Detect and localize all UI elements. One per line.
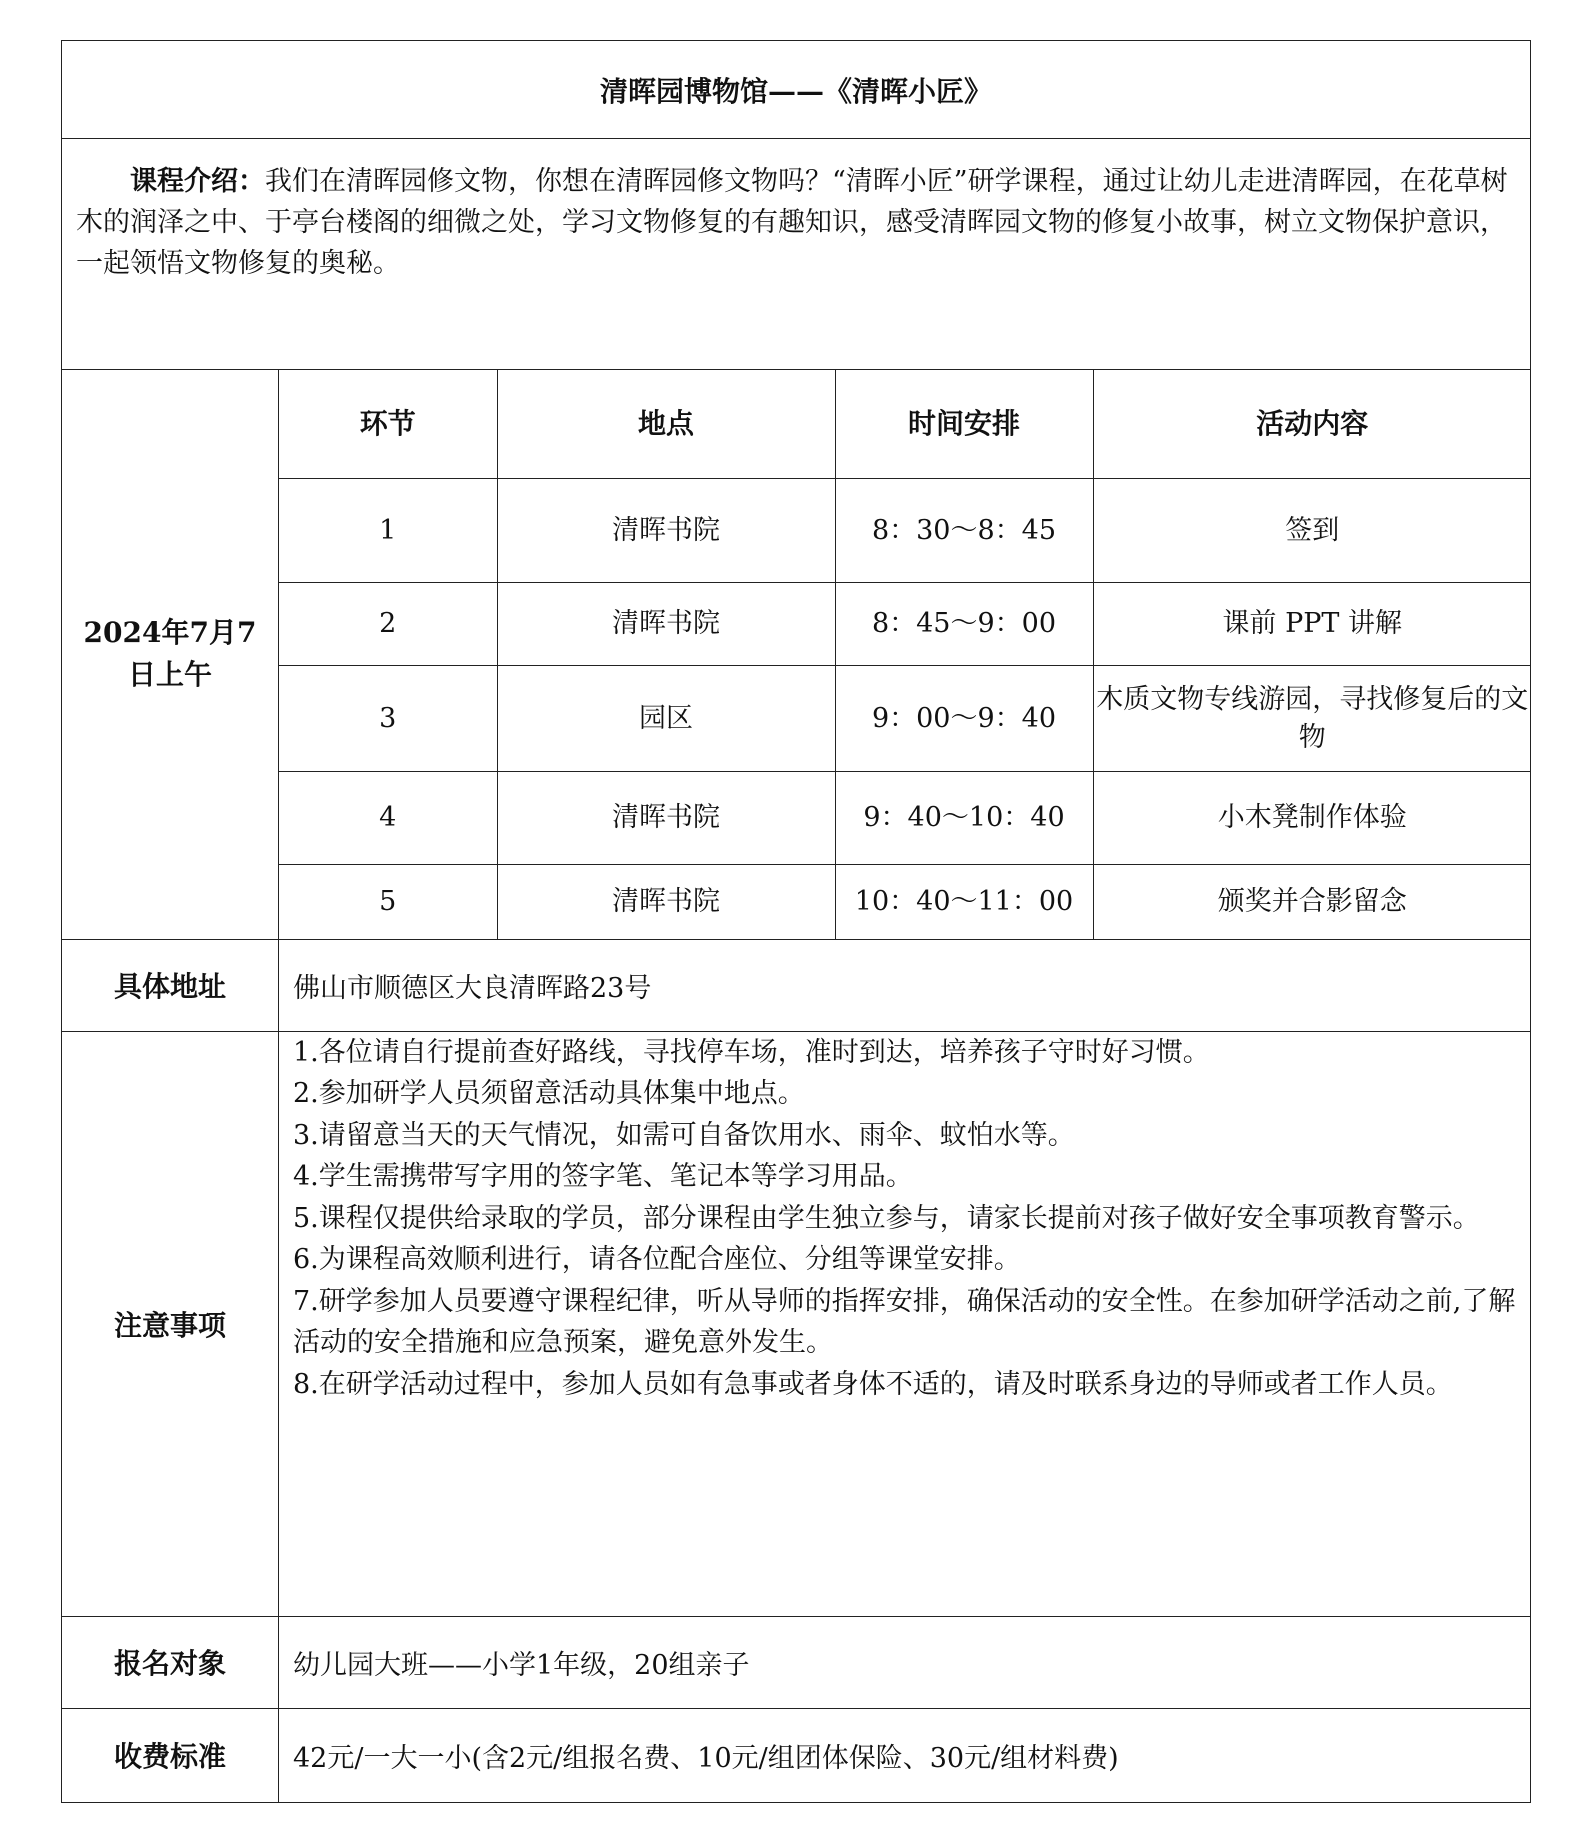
row-place: 清晖书院 <box>497 865 835 939</box>
header-activity: 活动内容 <box>1093 370 1531 479</box>
row-place: 园区 <box>497 666 835 772</box>
intro-label: 课程介绍： <box>130 166 265 197</box>
schedule-table <box>279 370 1531 939</box>
notes-label: 注意事项 <box>62 1031 279 1616</box>
table-row <box>279 583 1531 666</box>
intro-text: 我们在清晖园修文物，你想在清晖园修文物吗？“清晖小匠”研学课程，通过让幼儿走进清晖园，在花草树木的润泽之中、于亭台楼阁的细微之处，学习文物修复的有趣知识，感受清晖园文物的修复小故事，树立文物保护意识，一起领悟文物修复的奥秘。 <box>76 166 1508 279</box>
table-row <box>279 772 1531 865</box>
list-item: 5.课程仅提供给录取的学员，部分课程由学生独立参与，请家长提前对孩子做好安全事项教育警示。 <box>293 1202 1480 1234</box>
address-value: 佛山市顺德区大良清晖路23号 <box>279 939 1531 1031</box>
fee-label: 收费标准 <box>62 1708 279 1802</box>
header-time: 时间安排 <box>835 370 1093 479</box>
row-step: 3 <box>279 666 497 772</box>
row-step: 5 <box>279 865 497 939</box>
fee-value: 42元/一大一小(含2元/组报名费、10元/组团体保险、30元/组材料费) <box>279 1708 1531 1802</box>
list-item: 7.研学参加人员要遵守课程纪律，听从导师的指挥安排，确保活动的安全性。在参加研学活动之前,了解活动的安全措施和应急预案，避免意外发生。 <box>293 1285 1516 1358</box>
table-row <box>279 666 1531 772</box>
course-intro <box>62 139 1531 370</box>
row-activity: 颁奖并合影留念 <box>1093 865 1531 939</box>
address-label: 具体地址 <box>62 939 279 1031</box>
course-info-table <box>61 40 1531 1803</box>
notes-list <box>279 1031 1531 1616</box>
schedule-date-text: 2024年7月7日上午 <box>83 616 257 692</box>
schedule-header-row <box>279 370 1531 479</box>
list-item: 3.请留意当天的天气情况，如需可自备饮用水、雨伞、蚊怕水等。 <box>293 1119 1075 1151</box>
row-activity: 课前 PPT 讲解 <box>1093 583 1531 666</box>
audience-label: 报名对象 <box>62 1616 279 1708</box>
row-place: 清晖书院 <box>497 479 835 583</box>
row-time: 8：30～8：45 <box>835 479 1093 583</box>
row-step: 4 <box>279 772 497 865</box>
table-row <box>279 479 1531 583</box>
row-time: 10：40～11：00 <box>835 865 1093 939</box>
row-step: 1 <box>279 479 497 583</box>
list-item: 1.各位请自行提前查好路线，寻找停车场，准时到达，培养孩子守时好习惯。 <box>293 1036 1210 1068</box>
schedule-cell <box>279 370 1531 940</box>
row-place: 清晖书院 <box>497 772 835 865</box>
list-item: 4.学生需携带写字用的签字笔、笔记本等学习用品。 <box>293 1161 913 1192</box>
row-time: 8：45～9：00 <box>835 583 1093 666</box>
page-title: 清晖园博物馆——《清晖小匠》 <box>62 41 1531 139</box>
list-item: 8.在研学活动过程中，参加人员如有急事或者身体不适的，请及时联系身边的导师或者工作人员。 <box>293 1368 1453 1400</box>
row-activity: 签到 <box>1093 479 1531 583</box>
schedule-date <box>62 370 279 940</box>
row-activity: 木质文物专线游园，寻找修复后的文物 <box>1093 666 1531 772</box>
list-item: 6.为课程高效顺利进行，请各位配合座位、分组等课堂安排。 <box>293 1244 1021 1275</box>
row-time: 9：00～9：40 <box>835 666 1093 772</box>
audience-value: 幼儿园大班——小学1年级，20组亲子 <box>279 1616 1531 1708</box>
list-item: 2.参加研学人员须留意活动具体集中地点。 <box>293 1078 805 1109</box>
row-place: 清晖书院 <box>497 583 835 666</box>
row-step: 2 <box>279 583 497 666</box>
table-row <box>279 865 1531 939</box>
header-step: 环节 <box>279 370 497 479</box>
row-time: 9：40～10：40 <box>835 772 1093 865</box>
header-place: 地点 <box>497 370 835 479</box>
row-activity: 小木凳制作体验 <box>1093 772 1531 865</box>
